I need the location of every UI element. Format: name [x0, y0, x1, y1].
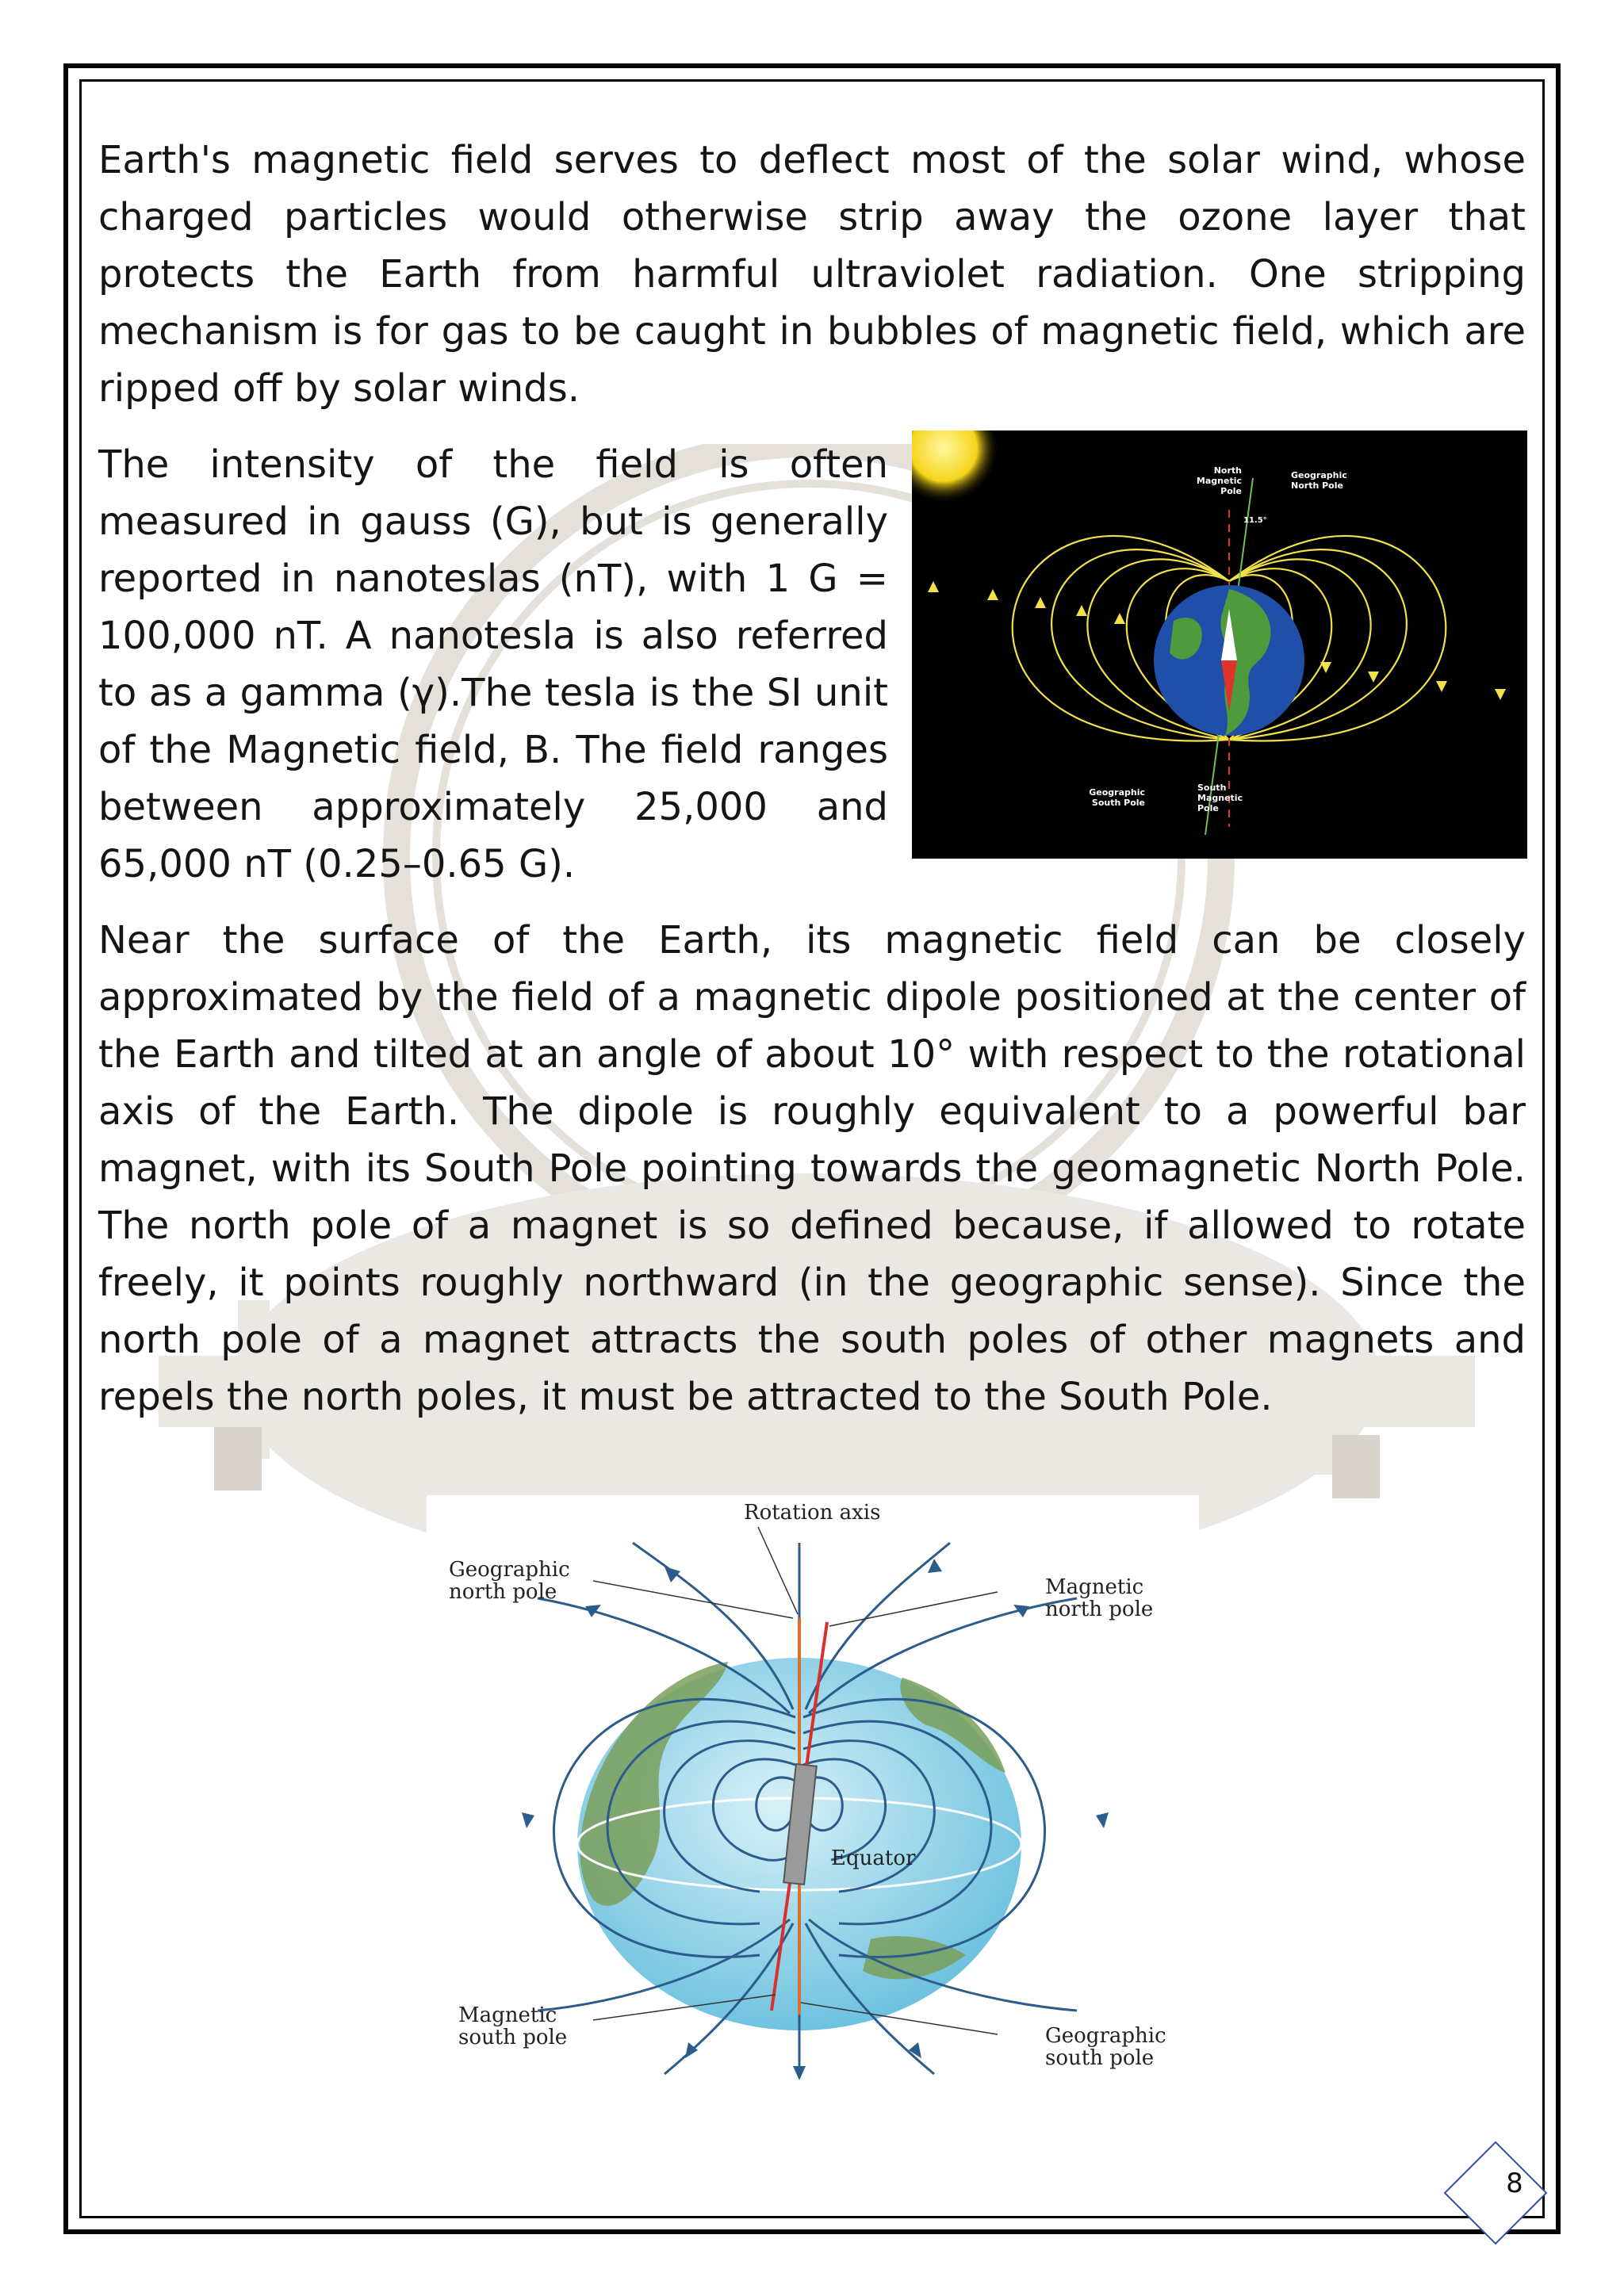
- label-geographic-north-pole-1: Geographic: [449, 1558, 570, 1582]
- paragraph-solar-wind: Earth's magnetic field serves to deflect most of the solar wind, whose charged particles would otherwise strip away the ozone layer that protects the Earth from harmful ultraviolet radiation. One stripping mechanism is for gas to be caught in bubbles of magnetic field, which are ripped off by solar winds.: [98, 138, 1526, 411]
- label-north-magnetic-pole-1: North: [1213, 465, 1242, 476]
- label-rotation-axis: Rotation axis: [744, 1501, 881, 1525]
- label-geographic-south-pole-2: South Pole: [1091, 798, 1145, 808]
- label-equator: Equator: [831, 1846, 916, 1870]
- label-north-magnetic-pole-2: Magnetic: [1196, 476, 1242, 486]
- label-magnetic-north-pole-1: Magnetic: [1045, 1575, 1144, 1599]
- label-geographic-south-pole-1: Geographic: [1045, 2024, 1166, 2048]
- label-magnetic-south-pole-1: Magnetic: [458, 2003, 557, 2027]
- page-number: 8: [1506, 2168, 1523, 2199]
- label-magnetic-north-pole-2: north pole: [1045, 1598, 1154, 1621]
- label-north-magnetic-pole-3: Pole: [1220, 486, 1242, 496]
- paragraph-magnetic-dipole: Near the surface of the Earth, its magnetic field can be closely approximated by the field of a magnetic dipole positioned at the center of the Earth and tilted at an angle of about 10° with respect to the rotational axis of the Earth. The dipole is roughly equivalent to a powerful bar magnet, with its South Pole pointing towards the geomagnetic North Pole. The north pole of a magnet is so defined because, if allowed to rotate freely, it points roughly northward (in the geographic sense). Since the north pole of a magnet attracts the south poles of other magnets and repels the north poles, it must be attracted to the South Pole.: [98, 918, 1526, 1419]
- label-geographic-south-pole-2: south pole: [1045, 2046, 1155, 2070]
- label-south-magnetic-pole-3: Pole: [1197, 803, 1219, 813]
- paragraph-field-intensity: The intensity of the field is often measured in gauss (G), but is generally reported in nanoteslas (nT), with 1 G = 100,000 nT. A nanotesla is also referred to as a gamma (γ).The tesla is the SI unit of the Magnetic field, B. The field ranges between approximately 25,000 and 65,000 nT (0.25–0.65 G).: [98, 442, 888, 886]
- label-geographic-south-pole-1: Geographic: [1089, 787, 1145, 798]
- earth-bar-magnet-figure: [427, 1495, 1199, 2082]
- earth-dipole-field-figure: [912, 430, 1527, 859]
- label-geographic-north-pole-2: North Pole: [1291, 480, 1343, 491]
- label-tilt-angle: 11.5°: [1243, 516, 1267, 525]
- label-geographic-north-pole-1: Geographic: [1291, 470, 1347, 480]
- label-south-magnetic-pole-2: Magnetic: [1197, 793, 1243, 803]
- label-south-magnetic-pole-1: South: [1197, 783, 1227, 793]
- label-magnetic-south-pole-2: south pole: [458, 2026, 568, 2049]
- label-geographic-north-pole-2: north pole: [449, 1580, 557, 1604]
